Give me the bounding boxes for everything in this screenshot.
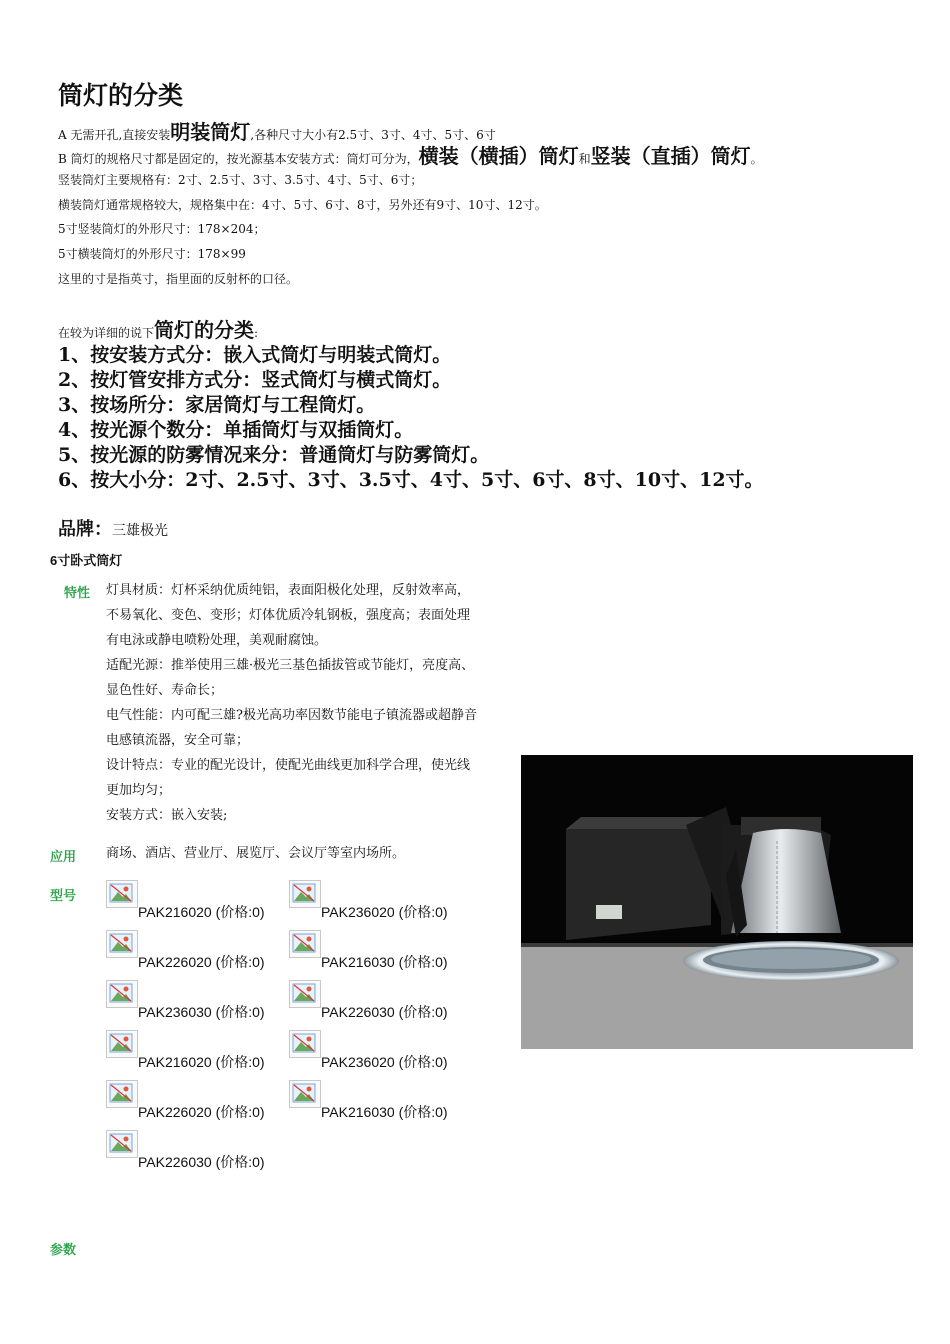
intro-line-a [58, 122, 496, 145]
intro-b-end: 。 [750, 152, 763, 166]
intro-line: 5寸竖装筒灯的外形尺寸：178×204； [58, 222, 266, 236]
intro-line: 横装筒灯通常规格较大，规格集中在：4寸、5寸、6寸、8寸，另外还有9寸、10寸、12寸。 [58, 198, 547, 212]
intro-b-highlight-horizontal: 横装（横插）筒灯 [418, 144, 579, 168]
model-item[interactable] [289, 880, 469, 930]
broken-image-icon[interactable] [106, 980, 138, 1008]
model-name: PAK226020 (价格:0) [138, 1104, 265, 1120]
feature-line: 安装方式：嵌入安装; [106, 808, 228, 823]
model-name: PAK216020 (价格:0) [138, 904, 265, 920]
features-list [106, 578, 526, 828]
feature-line: 电气性能：内可配三雄?极光高功率因数节能电子镇流器或超静音 [106, 708, 477, 723]
broken-image-icon[interactable] [289, 930, 321, 958]
intro-line: 竖装筒灯主要规格有：2寸、2.5寸、3寸、3.5寸、4寸、5寸、6寸； [58, 173, 423, 187]
feature-line: 不易氧化、变色、变形；灯体优质冷轧钢板，强度高；表面处理 [106, 608, 471, 623]
feature-line: 显色性好、寿命长； [106, 683, 224, 698]
model-name: PAK216030 (价格:0) [321, 954, 448, 970]
features-label: 特性 [64, 585, 91, 600]
application-text: 商场、酒店、营业厅、展览厅、会议厅等室内场所。 [106, 846, 406, 861]
model-item[interactable] [106, 880, 286, 930]
page-title: 筒灯的分类 [58, 81, 184, 110]
broken-image-icon[interactable] [289, 980, 321, 1008]
intro-a-sizes: ,各种尺寸大小有2.5寸、3寸、4寸、5寸、6寸 [250, 128, 496, 142]
model-item[interactable] [106, 980, 286, 1030]
classification-lead-text: 在较为详细的说下 [58, 326, 155, 340]
classification-item: 6、按大小分：2寸、2.5寸、3寸、3.5寸、4寸、5寸、6寸、8寸、10寸、12寸。 [58, 469, 764, 491]
feature-line: 更加均匀； [106, 783, 172, 798]
model-name: PAK226020 (价格:0) [138, 954, 265, 970]
broken-image-icon[interactable] [289, 880, 321, 908]
broken-image-icon[interactable] [106, 1030, 138, 1058]
intro-line: 5寸横装筒灯的外形尺寸：178×99 [58, 247, 246, 261]
broken-image-icon[interactable] [106, 1080, 138, 1108]
model-name: PAK236020 (价格:0) [321, 904, 448, 920]
model-name: PAK216020 (价格:0) [138, 1054, 265, 1070]
model-item[interactable] [289, 1080, 469, 1130]
model-item[interactable] [289, 930, 469, 980]
model-item[interactable] [106, 930, 286, 980]
feature-line: 设计特点：专业的配光设计，使配光曲线更加科学合理，使光线 [106, 758, 471, 773]
intro-b-text: B 筒灯的规格尺寸都是固定的，按光源基本安装方式：筒灯可分为， [58, 152, 419, 166]
brand-label: 品牌： [58, 519, 112, 540]
broken-image-icon[interactable] [106, 930, 138, 958]
classification-item: 2、按灯管安排方式分：竖式筒灯与横式筒灯。 [58, 369, 452, 391]
brand-value: 三雄极光 [112, 523, 168, 539]
broken-image-icon[interactable] [106, 1130, 138, 1158]
broken-image-icon[interactable] [106, 880, 138, 908]
model-name: PAK226030 (价格:0) [321, 1004, 448, 1020]
model-label: 型号 [50, 888, 77, 903]
model-item[interactable] [106, 1130, 286, 1180]
model-name: PAK226030 (价格:0) [138, 1154, 265, 1170]
model-item[interactable] [106, 1080, 286, 1130]
classification-lead-colon: : [254, 326, 259, 340]
intro-a-highlight: 明装筒灯 [170, 120, 251, 144]
model-item[interactable] [106, 1030, 286, 1080]
intro-b-and: 和 [578, 152, 591, 166]
model-name: PAK236020 (价格:0) [321, 1054, 448, 1070]
classification-item: 1、按安装方式分：嵌入式筒灯与明装式筒灯。 [58, 344, 452, 366]
feature-line: 适配光源：推举使用三雄·极光三基色插拔管或节能灯，亮度高、 [106, 658, 475, 673]
params-label: 参数 [50, 1242, 77, 1257]
broken-image-icon[interactable] [289, 1080, 321, 1108]
classification-item: 3、按场所分：家居筒灯与工程筒灯。 [58, 394, 376, 416]
classification-lead [58, 320, 258, 343]
intro-line-b [58, 146, 763, 169]
intro-a-text: A 无需开孔,直接安装 [58, 128, 171, 142]
feature-line: 灯具材质：灯杯采纳优质纯铝，表面阳极化处理，反射效率高， [106, 583, 471, 598]
intro-b-highlight-vertical: 竖装（直插）筒灯 [590, 144, 751, 168]
model-item[interactable] [289, 1030, 469, 1080]
model-name: PAK236030 (价格:0) [138, 1004, 265, 1020]
product-title: 6寸卧式筒灯 [50, 553, 123, 568]
application-label: 应用 [50, 849, 77, 864]
feature-line: 电感镇流器，安全可靠； [106, 733, 250, 748]
intro-line: 这里的寸是指英寸，指里面的反射杯的口径。 [58, 272, 299, 286]
brand-line [58, 515, 168, 541]
classification-item: 4、按光源个数分：单插筒灯与双插筒灯。 [58, 419, 414, 441]
model-item[interactable] [289, 980, 469, 1030]
broken-image-icon[interactable] [289, 1030, 321, 1058]
classification-item: 5、按光源的防雾情况来分：普通筒灯与防雾筒灯。 [58, 444, 490, 466]
feature-line: 有电泳或静电喷粉处理，美观耐腐蚀。 [106, 633, 328, 648]
downlight-product-photo [521, 755, 913, 1049]
classification-lead-highlight: 筒灯的分类 [154, 318, 255, 342]
model-name: PAK216030 (价格:0) [321, 1104, 448, 1120]
